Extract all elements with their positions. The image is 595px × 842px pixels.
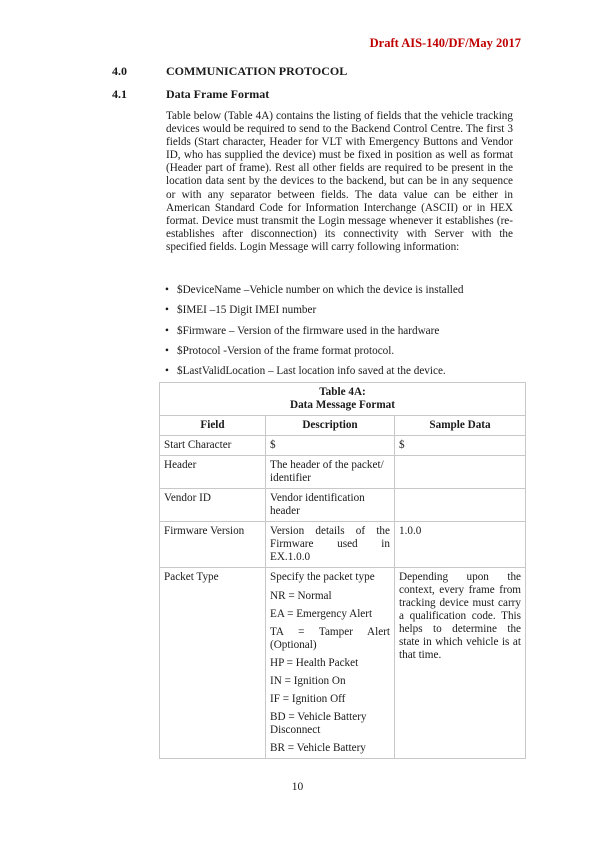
subsection-number: 4.1 [112, 87, 127, 101]
cell-sample: $ [395, 436, 526, 456]
bullet-icon: • [165, 284, 169, 296]
list-item: • $Firmware – Version of the firmware used in the hardware [160, 324, 520, 344]
cell-sample [395, 456, 526, 489]
table-caption-title: Data Message Format [290, 399, 396, 411]
packet-code: HP = Health Packet [270, 657, 359, 669]
list-item: • $LastValidLocation – Last location info saved at the device. [160, 364, 520, 384]
cell-description [266, 568, 395, 759]
packet-code: NR = Normal [270, 590, 332, 602]
table-row [160, 522, 526, 568]
packet-code: TA = Tamper Alert (Optional) [270, 626, 390, 651]
packet-code: BR = Vehicle Battery [270, 742, 366, 754]
cell-description: Version details of the Firmware used in EX.1.0.0 [266, 522, 395, 568]
list-item: • $IMEI –15 Digit IMEI number [160, 303, 520, 323]
column-header-description: Description [266, 416, 395, 436]
cell-description: $ [266, 436, 395, 456]
intro-paragraph: Table below (Table 4A) contains the listing of fields that the vehicle tracking devices would be required to send to the Backend Control Centre. The first 3 fields (Start character, Header for VLT with Emergency Buttons and Vendor ID, who has supplied the device) must be fixed in position as well as format (Header part of frame). Rest all other fields are required to be present in the location data sent by the devices to the backend, but can be in any sequence or with any separator between fields. The data value can be either in American Standard Code for Information Interchange (ASCII) or in HEX format. Device must transmit the Login message whenever it establishes (re-establishes after disconnection) its connectivity with Server with the specified fields. Login Message will carry following information: [166, 110, 513, 253]
packet-code: BD = Vehicle Battery Disconnect [270, 711, 367, 736]
bullet-icon: • [165, 304, 169, 317]
bullet-icon: • [165, 344, 169, 357]
table-row [160, 489, 526, 522]
table-header-row [160, 416, 526, 436]
cell-description: Vendor identification header [266, 489, 395, 522]
cell-field: Header [160, 456, 266, 489]
cell-sample [395, 489, 526, 522]
column-header-sample: Sample Data [395, 416, 526, 436]
data-message-format-table [159, 382, 526, 759]
packet-code: EA = Emergency Alert [270, 608, 373, 620]
login-info-list [160, 283, 520, 384]
packet-code: IF = Ignition Off [270, 693, 346, 705]
table-caption-row [160, 383, 526, 416]
packet-type-intro: Specify the packet type [270, 571, 375, 583]
draft-header: Draft AIS-140/DF/May 2017 [369, 36, 521, 50]
subsection-title: Data Frame Format [166, 87, 270, 101]
column-header-field: Field [160, 416, 266, 436]
cell-field: Vendor ID [160, 489, 266, 522]
cell-field: Start Character [160, 436, 266, 456]
table-caption-number: Table 4A: [319, 386, 366, 398]
list-item: • $DeviceName –Vehicle number on which the device is installed [160, 283, 520, 303]
packet-code: IN = Ignition On [270, 675, 346, 687]
table-row [160, 436, 526, 456]
list-item: • $Protocol -Version of the frame format protocol. [160, 344, 520, 364]
page-number: 10 [291, 781, 304, 793]
cell-field: Packet Type [160, 568, 266, 759]
cell-field: Firmware Version [160, 522, 266, 568]
bullet-icon: • [165, 365, 169, 378]
bullet-icon: • [165, 324, 169, 337]
cell-sample: Depending upon the context, every frame from tracking device must carry a qualification code. This helps to determine the state in which vehicle is at that time. [395, 568, 526, 759]
cell-sample: 1.0.0 [395, 522, 526, 568]
section-number: 4.0 [112, 64, 127, 78]
cell-description: The header of the packet/ identifier [266, 456, 395, 489]
table-row [160, 456, 526, 489]
section-title: COMMUNICATION PROTOCOL [166, 64, 348, 78]
table-row-packet-type [160, 568, 526, 759]
